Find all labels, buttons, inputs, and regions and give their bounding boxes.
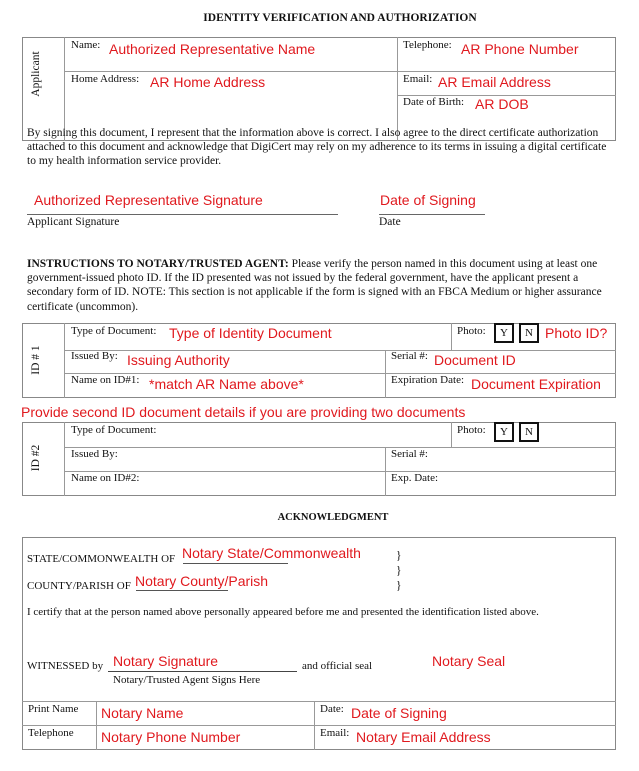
id2-type-field[interactable]: Type of Document: (71, 424, 157, 436)
official-seal-label: and official seal (302, 660, 373, 672)
signing-date-field[interactable]: Date of Signing (380, 192, 476, 208)
id1-name-label: Name on ID#1: (71, 374, 140, 386)
applicant-section-label: Applicant (30, 51, 42, 97)
notary-telephone-field[interactable]: Notary Phone Number (101, 729, 241, 745)
id2-serial-field[interactable]: Serial #: (391, 448, 428, 460)
name-label: Name: (71, 39, 101, 51)
id1-serial-label: Serial #: (391, 350, 428, 362)
id1-type-label: Type of Document: (71, 325, 157, 337)
id1-photo-yes-checkbox[interactable]: Y (494, 323, 514, 343)
id1-type-field[interactable]: Type of Identity Document (169, 325, 332, 341)
applicant-signature-field[interactable]: Authorized Representative Signature (34, 192, 263, 208)
telephone-label: Telephone: (403, 39, 452, 51)
brace: } (396, 565, 402, 577)
id1-serial-field[interactable]: Document ID (434, 352, 516, 368)
notary-email-label: Email: (320, 727, 350, 739)
dob-label: Date of Birth: (403, 96, 465, 108)
brace: } (396, 550, 402, 562)
id2-issued-field[interactable]: Issued By: (71, 448, 118, 460)
notary-signature-field[interactable]: Notary Signature (113, 653, 219, 669)
print-name-label: Print Name (28, 703, 79, 715)
notary-instructions (27, 257, 617, 314)
id1-name-field[interactable]: *match AR Name above* (149, 376, 304, 392)
notary-telephone-label: Telephone (28, 727, 74, 739)
id2-name-field[interactable]: Name on ID#2: (71, 472, 140, 484)
notary-date-label: Date: (320, 703, 344, 715)
form-title: IDENTITY VERIFICATION AND AUTHORIZATION (203, 12, 477, 24)
email-label: Email: (403, 73, 433, 85)
certify-statement: I certify that at the person named above personally appeared before me and presented the identification listed above. (27, 606, 539, 618)
state-label: STATE/COMMONWEALTH OF (27, 553, 176, 565)
id1-photo-field[interactable]: Photo ID? (545, 325, 608, 341)
email-field[interactable]: AR Email Address (438, 74, 551, 90)
id1-issued-field[interactable]: Issuing Authority (127, 352, 230, 368)
applicant-statement: By signing this document, I represent that the information above is correct. I also agree to the direct certificate authorization attached to this document and acknowledge that DigiCert may rely on my adherence to its terms in issuing a digital certificate to my health information service provider. (27, 127, 607, 168)
acknowledgment-heading: ACKNOWLEDGMENT (277, 512, 389, 523)
county-label: COUNTY/PARISH OF (27, 580, 131, 592)
name-field[interactable]: Authorized Representative Name (109, 41, 316, 57)
county-field[interactable]: Notary County/Parish (135, 573, 269, 589)
id2-section-label: ID #2 (30, 444, 42, 472)
home-address-field[interactable]: AR Home Address (150, 74, 266, 90)
id1-expiration-label: Expiration Date: (391, 374, 465, 386)
id2-expiration-field[interactable]: Exp. Date: (391, 472, 439, 484)
id1-expiration-field[interactable]: Document Expiration (471, 376, 601, 392)
id1-photo-label: Photo: (457, 325, 486, 337)
notary-date-field[interactable]: Date of Signing (351, 705, 447, 721)
id2-photo-no-checkbox[interactable]: N (519, 422, 539, 442)
telephone-field[interactable]: AR Phone Number (461, 41, 579, 57)
home-address-label: Home Address: (71, 73, 140, 85)
id2-photo-yes-checkbox[interactable]: Y (494, 422, 514, 442)
instructions-text: Please verify the person named in this document using at least one government-issued photo ID. If the ID presented was not issued by the federal government, have the applicant present a secondary form of ID. NOTE: This section is not applicable if the form is signed with an FBCA Medium or higher assurance certificate (uncommon). (27, 258, 602, 313)
id2-photo-label: Photo: (457, 424, 486, 436)
brace: } (396, 580, 402, 592)
id1-section-label: ID # 1 (30, 345, 42, 375)
notary-email-field[interactable]: Notary Email Address (356, 729, 491, 745)
witnessed-label: WITNESSED by (27, 660, 104, 672)
state-field[interactable]: Notary State/Commonwealth (182, 545, 361, 561)
notary-seal[interactable]: Notary Seal (432, 653, 506, 669)
id1-issued-label: Issued By: (71, 350, 118, 362)
notary-name-field[interactable]: Notary Name (101, 705, 184, 721)
dob-field[interactable]: AR DOB (475, 96, 529, 112)
id1-photo-no-checkbox[interactable]: N (519, 323, 539, 343)
notary-signs-here-label: Notary/Trusted Agent Signs Here (113, 674, 261, 686)
date-label: Date (379, 216, 401, 228)
applicant-signature-label: Applicant Signature (27, 216, 120, 228)
id2-note: Provide second ID document details if you are providing two documents (21, 404, 466, 420)
instructions-heading: INSTRUCTIONS TO NOTARY/TRUSTED AGENT: (27, 258, 289, 270)
